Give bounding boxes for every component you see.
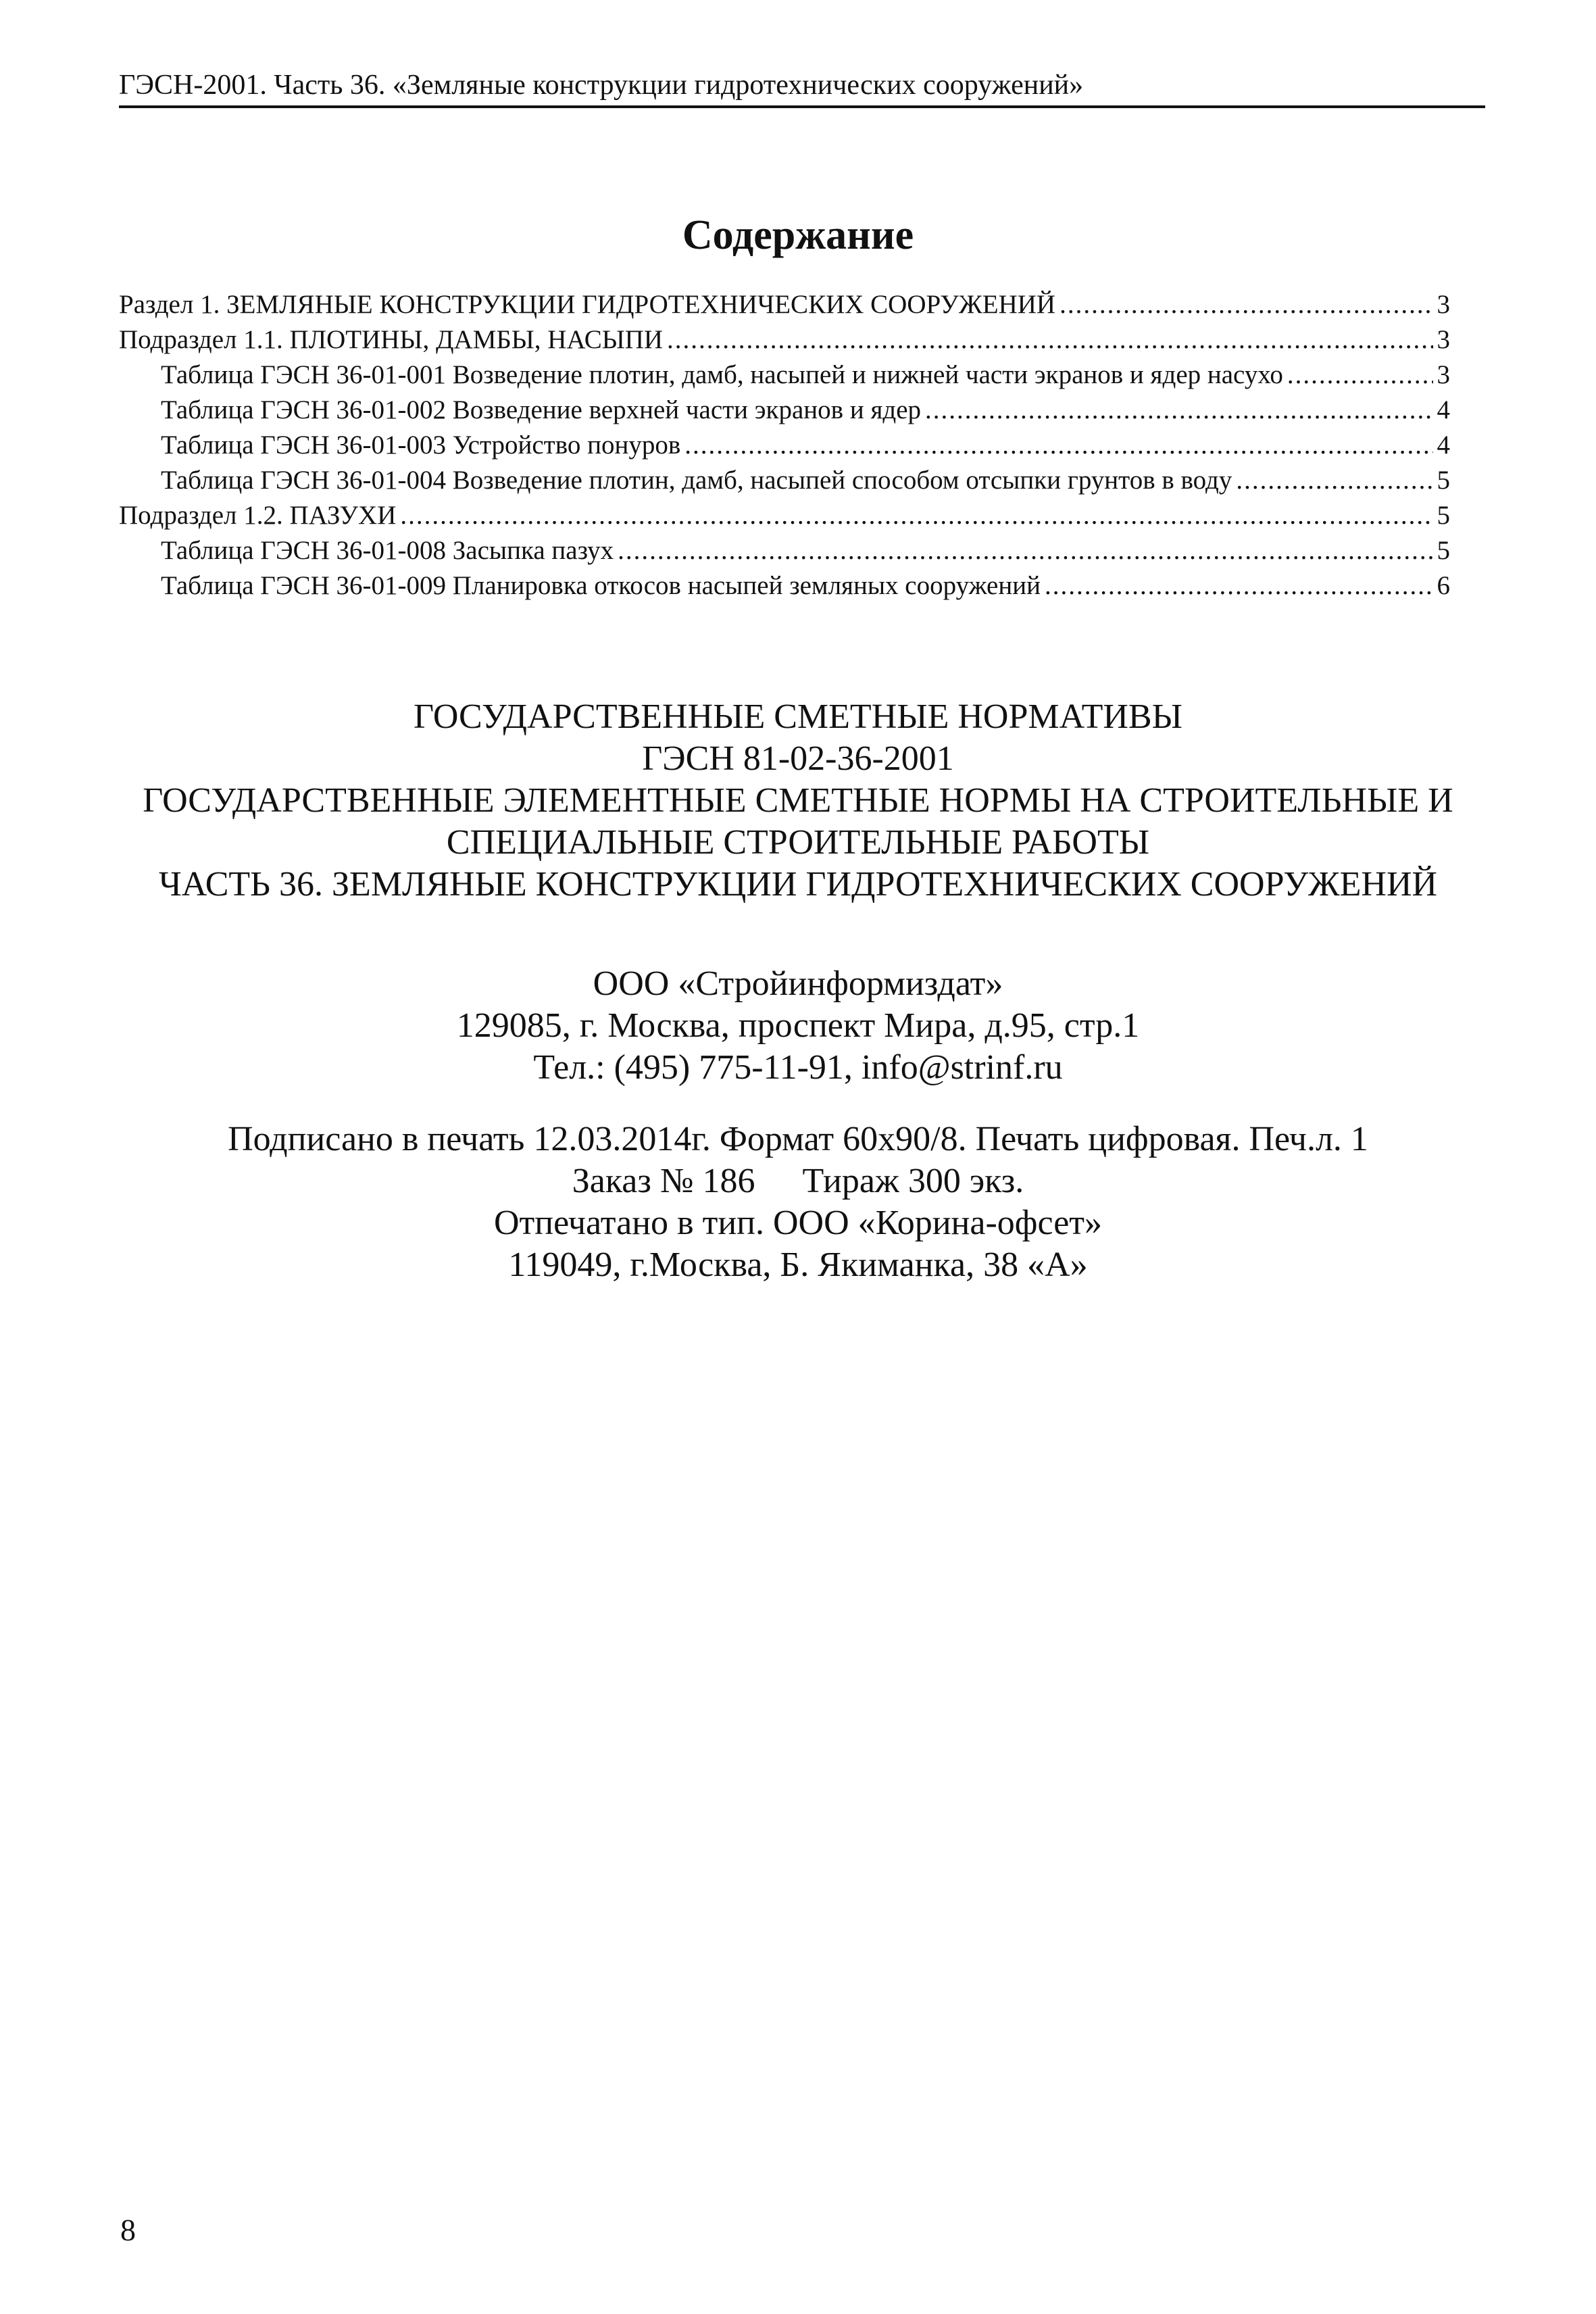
toc-leader-dots (1059, 287, 1432, 322)
publisher-block (0, 963, 1596, 1089)
page-number: 8 (120, 2213, 136, 2247)
toc-entry[interactable] (119, 287, 1450, 322)
toc-entry[interactable] (119, 393, 1450, 428)
table-of-contents (119, 287, 1450, 604)
toc-entry-text: Таблица ГЭСН 36-01-003 Устройство понуров (161, 430, 681, 460)
print-signed-line: Подписано в печать 12.03.2014г. Формат 60x90/8. Печать цифровая. Печ.л. 1 (228, 1120, 1368, 1158)
toc-entry-text: Таблица ГЭСН 36-01-002 Возведение верхней части экранов и ядер (161, 395, 922, 424)
toc-entry-page: 5 (1437, 466, 1450, 495)
toc-leader-dots (1045, 568, 1433, 604)
toc-leader-dots (1236, 463, 1432, 498)
toc-entry-page: 3 (1437, 290, 1450, 319)
title-line: ГЭСН 81-02-36-2001 (642, 739, 954, 778)
running-header: ГЭСН-2001. Часть 36. «Земляные конструкции гидротехнических сооружений» (119, 70, 1084, 101)
title-line: ГОСУДАРСТВЕННЫЕ ЭЛЕМЕНТНЫЕ СМЕТНЫЕ НОРМЫ НА СТРОИТЕЛЬНЫЕ И (143, 781, 1453, 820)
publisher-name: ООО «Стройинформиздат» (593, 964, 1003, 1003)
toc-entry-page: 3 (1437, 325, 1450, 354)
title-line: ГОСУДАРСТВЕННЫЕ СМЕТНЫЕ НОРМАТИВЫ (414, 697, 1182, 736)
document-title-block (0, 696, 1596, 906)
toc-leader-dots (400, 498, 1432, 533)
toc-entry-text: Подраздел 1.1. ПЛОТИНЫ, ДАМБЫ, НАСЫПИ (119, 325, 664, 354)
print-info-block (0, 1118, 1596, 1286)
printer-name: Отпечатано в тип. ООО «Корина-офсет» (494, 1204, 1102, 1242)
toc-leader-dots (667, 322, 1432, 358)
header-rule (119, 105, 1485, 108)
toc-entry[interactable] (119, 322, 1450, 358)
toc-entry-text: Таблица ГЭСН 36-01-008 Засыпка пазух (161, 536, 614, 565)
toc-entry-page: 4 (1437, 430, 1450, 460)
toc-entry[interactable] (119, 498, 1450, 533)
toc-entry[interactable] (119, 568, 1450, 604)
toc-leader-dots (618, 533, 1432, 568)
toc-entry-text: Таблица ГЭСН 36-01-001 Возведение плотин, дамб, насыпей и нижней части экранов и ядер насухо (161, 360, 1283, 389)
title-line: СПЕЦИАЛЬНЫЕ СТРОИТЕЛЬНЫЕ РАБОТЫ (446, 823, 1150, 862)
toc-entry-text: Раздел 1. ЗЕМЛЯНЫЕ КОНСТРУКЦИИ ГИДРОТЕХНИЧЕСКИХ СООРУЖЕНИЙ (119, 290, 1056, 319)
toc-entry[interactable] (119, 358, 1450, 393)
toc-entry-page: 5 (1437, 536, 1450, 565)
print-order-line (0, 1160, 1596, 1202)
printer-address: 119049, г.Москва, Б. Якиманка, 38 «А» (508, 1246, 1088, 1284)
toc-entry[interactable] (119, 533, 1450, 568)
circulation: Тираж 300 экз. (802, 1162, 1024, 1200)
toc-entry-text: Подраздел 1.2. ПАЗУХИ (119, 501, 397, 530)
publisher-address: 129085, г. Москва, проспект Мира, д.95, стр.1 (456, 1006, 1140, 1045)
toc-entry-text: Таблица ГЭСН 36-01-009 Планировка откосов насыпей земляных сооружений (161, 571, 1041, 600)
title-line: ЧАСТЬ 36. ЗЕМЛЯНЫЕ КОНСТРУКЦИИ ГИДРОТЕХНИЧЕСКИХ СООРУЖЕНИЙ (158, 865, 1438, 904)
toc-entry-text: Таблица ГЭСН 36-01-004 Возведение плотин, дамб, насыпей способом отсыпки грунтов в воду (161, 466, 1232, 495)
toc-leader-dots (925, 393, 1432, 428)
toc-leader-dots (1287, 358, 1433, 393)
toc-entry-page: 5 (1437, 501, 1450, 530)
toc-entry-page: 4 (1437, 395, 1450, 424)
toc-entry[interactable] (119, 463, 1450, 498)
toc-entry[interactable] (119, 428, 1450, 463)
publisher-contacts: Тел.: (495) 775-11-91, info@strinf.ru (533, 1048, 1063, 1087)
toc-title: Содержание (682, 212, 914, 258)
toc-leader-dots (684, 428, 1432, 463)
toc-entry-page: 6 (1437, 571, 1450, 600)
order-number: Заказ № 186 (572, 1162, 755, 1200)
toc-entry-page: 3 (1437, 360, 1450, 389)
